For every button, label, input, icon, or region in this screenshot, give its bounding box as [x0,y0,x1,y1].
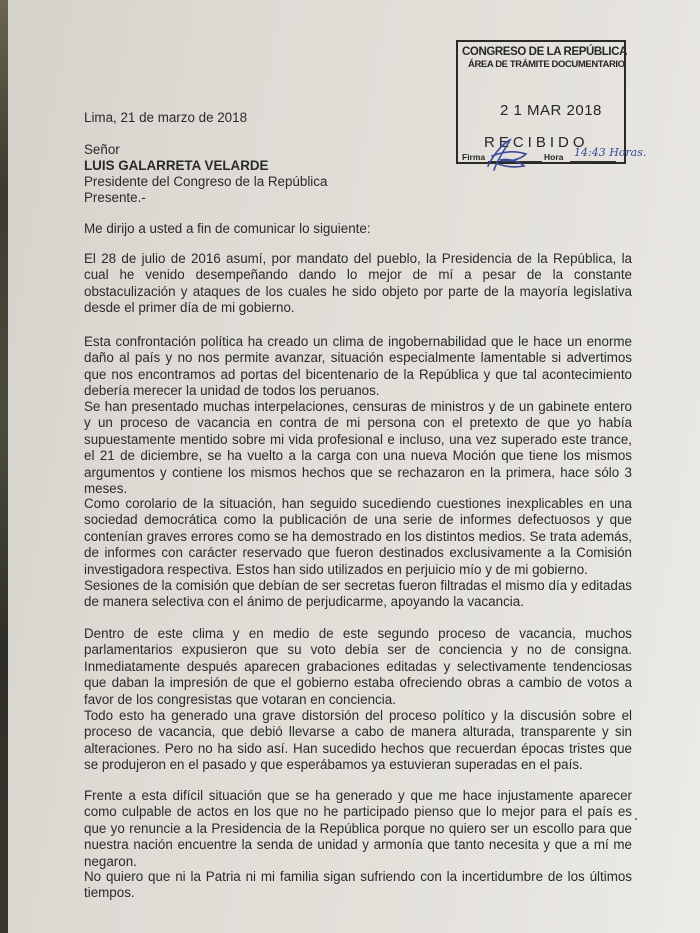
stamp-date: 2 1 MAR 2018 [500,102,602,119]
recipient-name: LUIS GALARRETA VELARDE [84,158,269,173]
stamp-institution: CONGRESO DE LA REPÚBLICA [462,46,628,58]
stamp-hora-label: Hora [544,152,564,162]
paragraph-2: Esta confrontación política ha creado un clima de ingobernabilidad que le hace un enorme daño al país y no nos permite avanzar, situación especialmente lamentable si advertimos que nos encontramos ad portas del bicentenario de la República y que tal acontecimiento debería merecer la unidad de todos los peruanos. [84,334,632,399]
paragraph-1: El 28 de julio de 2016 asumí, por mandato del pueblo, la Presidencia de la República, la cual he venido desempeñando dando lo mejor de mí a pesar de la constante obstaculización y ataques de los cuales he sido objeto por parte de la mayoría legislativa desde el primer día de mi gobierno. [84,251,632,316]
stamp-hora-value: 14:43 Horas. [574,146,647,159]
paragraph-3: Se han presentado muchas interpelaciones, censuras de ministros y de un gabinete entero y un proceso de vacancia en contra de mi persona con el pretexto de que yo había supuestamente mentido sobre mi vida profesional e incluso, una vez superado este trance, el 21 de diciembre, se ha vuelto a la carga con una nueva Moción que tiene los mismos argumentos y contiene los mismos hechos que se rechazaron en la primera, hace sólo 3 meses. [84,399,632,497]
paragraph-4: Como corolario de la situación, han seguido sucediendo cuestiones inexplicables en una sociedad democrática como la publicación de una serie de informes defectuosos y que contenían graves errores como se ha demostrado en los distintos medios. Se trata además, de informes con carácter reservado que fueron destinados exclusivamente a la Comisión investigadora respectiva. Estos han sido utilizados en perjuicio mío y de mi gobierno. [84,496,632,577]
paragraph-5: Sesiones de la comisión que debían de ser secretas fueron filtradas el mismo día y editadas de manera selectiva con el ánimo de perjudicarme, apoyando la vacancia. [84,578,632,610]
opening-line: Me dirijo a usted a fin de comunicar lo siguiente: [84,221,371,236]
margin-mark [635,818,637,820]
paragraph-7: Todo esto ha generado una grave distorsión del proceso político y la discusión sobre el proceso de vacancia, que debió llevarse a cabo de manera alturada, transparente y sin alteraciones. Pero no ha sido así. Han sucedido hechos que recuerdan épocas tristes que se produjeron en el pasado y que esperábamos ya estuvieran superadas en el país. [84,708,632,773]
salutation: Señor [84,142,120,157]
recipient-title: Presidente del Congreso de la República [84,174,328,189]
paragraph-9: No quiero que ni la Patria ni mi familia sigan sufriendo con la incertidumbre de los últimos tiempos. [84,869,632,901]
stamp-department: ÁREA DE TRÁMITE DOCUMENTARIO [468,59,625,70]
place-date: Lima, 21 de marzo de 2018 [84,110,248,125]
paragraph-8: Frente a esta difícil situación que se ha generado y que me hace injustamente aparecer como culpable de actos en los que no he participado pienso que lo mejor para el país es que yo renuncie a la Presidencia de la República porque no quiero ser un escollo para que nuestra nación encuentre la senda de unidad y armonía que tanto necesita y que a mí me negaron. [84,788,632,869]
stamp-firma-label: Firma [462,152,486,162]
paragraph-6: Dentro de este clima y en medio de este segundo proceso de vacancia, muchos parlamentarios expusieron que su voto debía ser de conciencia y no de consigna. Inmediatamente después aparecen grabaciones editadas y selectivamente tendenciosas que daban la impresión de que el gobierno estaba ofreciendo obras a cambio de votos a favor de los congresistas que votaran en conciencia. [84,626,632,707]
stamp-status: RECIBIDO [484,134,589,151]
presente: Presente.- [84,190,146,205]
